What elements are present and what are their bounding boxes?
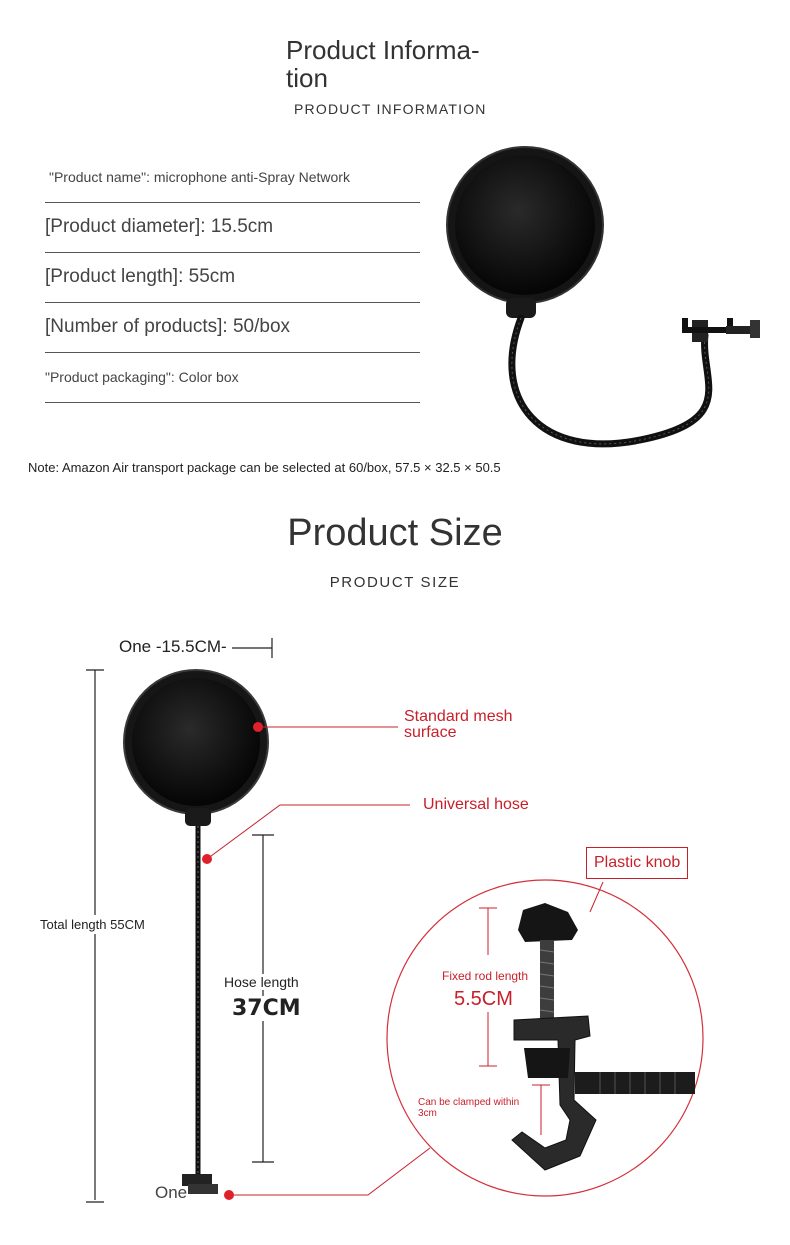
- diameter-label: One -15.5CM-: [119, 637, 227, 656]
- spec-row-diameter: [45, 202, 420, 253]
- spec-row-packaging: [45, 352, 420, 403]
- plastic-knob-label: Plastic knob: [586, 847, 688, 879]
- spec-row-length: [45, 252, 420, 303]
- spec-text: [Product diameter]: 15.5cm: [45, 216, 274, 237]
- hose-length-value: 37CM: [232, 996, 301, 1021]
- mesh-surface-label: Standard mesh surface: [404, 708, 513, 741]
- spec-text: "Product name": microphone anti-Spray Network: [49, 169, 350, 185]
- total-length-label: Total length 55CM: [40, 917, 145, 932]
- spec-row-product-name: [45, 152, 420, 203]
- section-title-product-size: Product Size: [287, 512, 503, 554]
- universal-hose-label: Universal hose: [423, 796, 529, 813]
- spec-row-quantity: [45, 302, 420, 353]
- section-subtitle-product-information: PRODUCT INFORMATION: [294, 101, 487, 117]
- clamp-range-label: Can be clamped within 3cm: [418, 1097, 520, 1119]
- section-subtitle-product-size: PRODUCT SIZE: [329, 574, 461, 591]
- hose-length-label: Hose length: [224, 974, 299, 990]
- spec-text: "Product packaging": Color box: [45, 369, 239, 385]
- spec-text: [Product length]: 55cm: [45, 266, 236, 287]
- section-title-product-information: Product Informa- tion: [286, 35, 480, 93]
- fixed-rod-value: 5.5CM: [454, 988, 513, 1010]
- bottom-label: One: [155, 1183, 188, 1202]
- spec-text: [Number of products]: 50/box: [45, 316, 291, 337]
- transport-note: Note: Amazon Air transport package can be selected at 60/box, 57.5 × 32.5 × 50.5: [28, 460, 501, 475]
- pop-filter-product-image: [430, 140, 780, 460]
- fixed-rod-label: Fixed rod length: [442, 969, 529, 983]
